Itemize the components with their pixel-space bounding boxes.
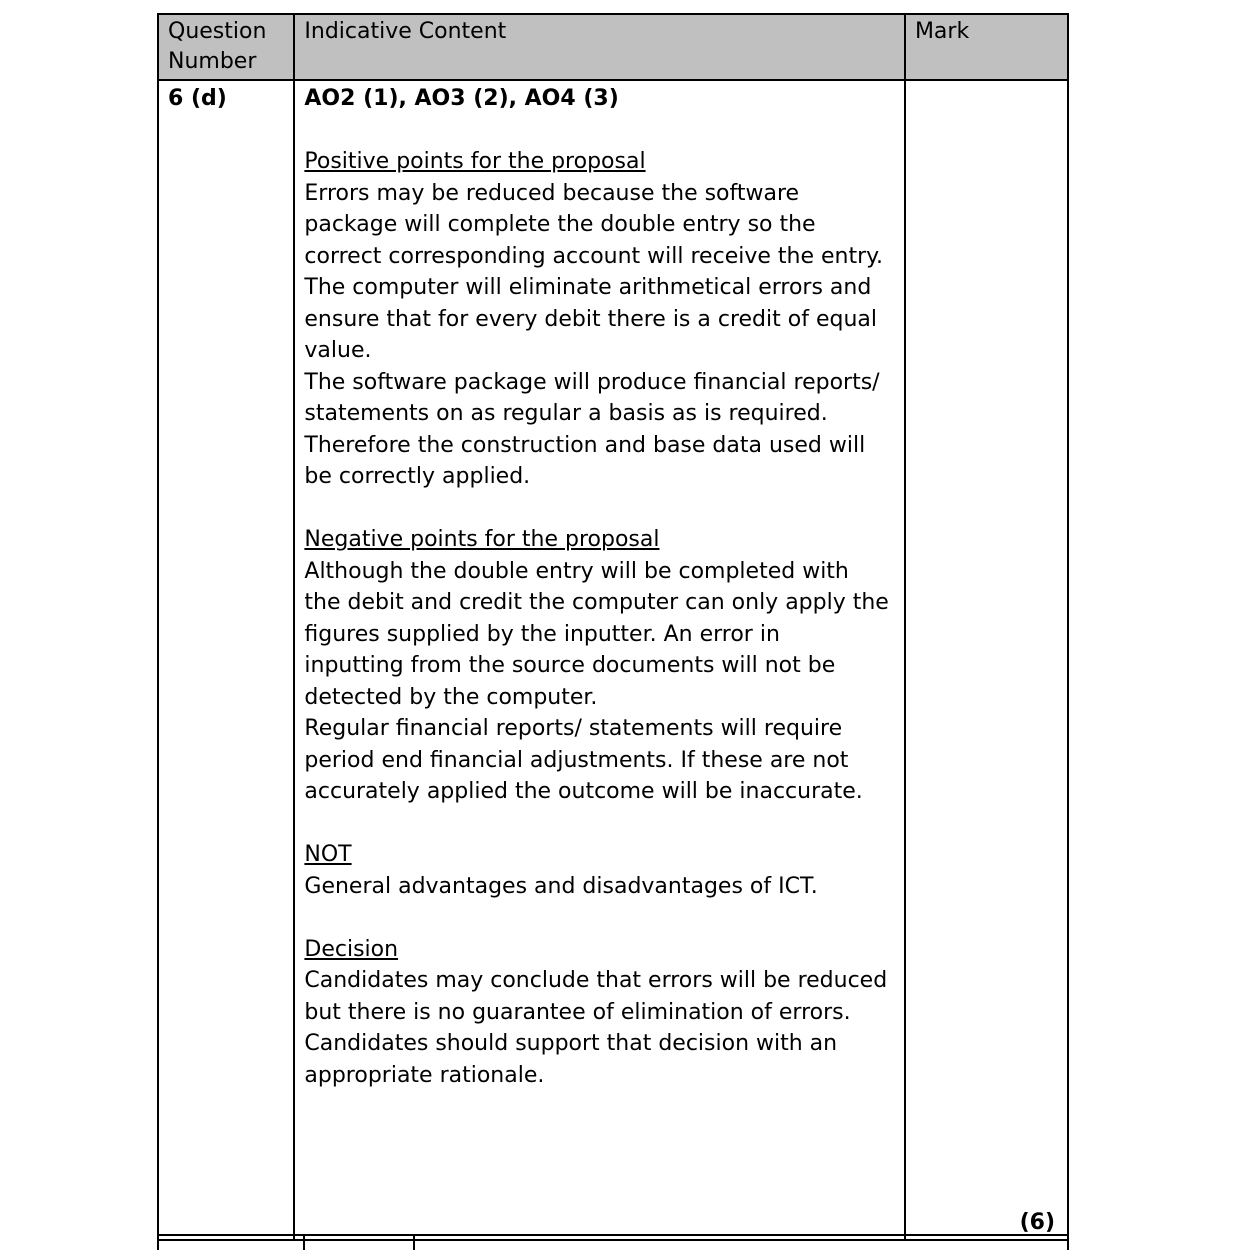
- decision-line: appropriate rationale.: [304, 1062, 545, 1088]
- table-row: [158, 80, 1068, 1240]
- positive-line: value.: [304, 338, 372, 363]
- negative-line: period end financial adjustments. If these are not: [304, 747, 849, 773]
- positive-line: The software package will produce financial reports/: [304, 369, 880, 395]
- header-question-number: Question Number: [158, 14, 294, 80]
- negative-line: figures supplied by the inputter. An error in: [304, 621, 780, 647]
- negative-line: Regular financial reports/ statements will require: [304, 716, 843, 741]
- decision-heading: Decision: [304, 936, 399, 962]
- positive-line: correct corresponding account will receive the entry.: [304, 243, 884, 269]
- positive-line: ensure that for every debit there is a credit of equal: [304, 306, 877, 332]
- indicative-content-cell: [294, 80, 905, 1240]
- negative-line: the debit and credit the computer can only apply the: [304, 590, 889, 615]
- negative-lines: [304, 556, 895, 808]
- decision-lines: [304, 965, 895, 1091]
- header-indicative-content: Indicative Content: [294, 14, 905, 80]
- negative-line: accurately applied the outcome will be inaccurate.: [304, 779, 863, 804]
- table-header-row: [158, 14, 1068, 80]
- negative-heading: Negative points for the proposal: [304, 527, 660, 552]
- positive-lines: [304, 178, 895, 493]
- not-line: General advantages and disadvantages of ICT.: [304, 873, 818, 899]
- positive-heading: Positive points for the proposal: [304, 149, 646, 174]
- assessment-objectives: AO2 (1), AO3 (2), AO4 (3): [304, 86, 619, 111]
- positive-line: Therefore the construction and base data used will: [304, 432, 866, 458]
- header-mark: Mark: [905, 14, 1068, 80]
- positive-line: package will complete the double entry so the: [304, 212, 816, 237]
- negative-line: detected by the computer.: [304, 684, 598, 710]
- negative-line: inputting from the source documents will not be: [304, 653, 836, 678]
- total-mark: (6): [1019, 1209, 1055, 1235]
- decision-line: but there is no guarantee of elimination of errors.: [304, 999, 851, 1025]
- next-table-row-partial: [157, 1234, 1069, 1250]
- negative-line: Although the double entry will be completed with: [304, 558, 849, 584]
- positive-line: be correctly applied.: [304, 464, 531, 489]
- positive-line: statements on as regular a basis as is required.: [304, 401, 828, 426]
- mark-scheme-table: [157, 13, 1069, 1241]
- positive-line: The computer will eliminate arithmetical errors and: [304, 275, 872, 300]
- question-number-cell: 6 (d): [158, 80, 294, 1240]
- not-heading: NOT: [304, 842, 352, 867]
- decision-line: Candidates may conclude that errors will be reduced: [304, 968, 888, 993]
- mark-cell: [905, 80, 1068, 1240]
- decision-line: Candidates should support that decision with an: [304, 1031, 838, 1056]
- positive-line: Errors may be reduced because the software: [304, 180, 800, 206]
